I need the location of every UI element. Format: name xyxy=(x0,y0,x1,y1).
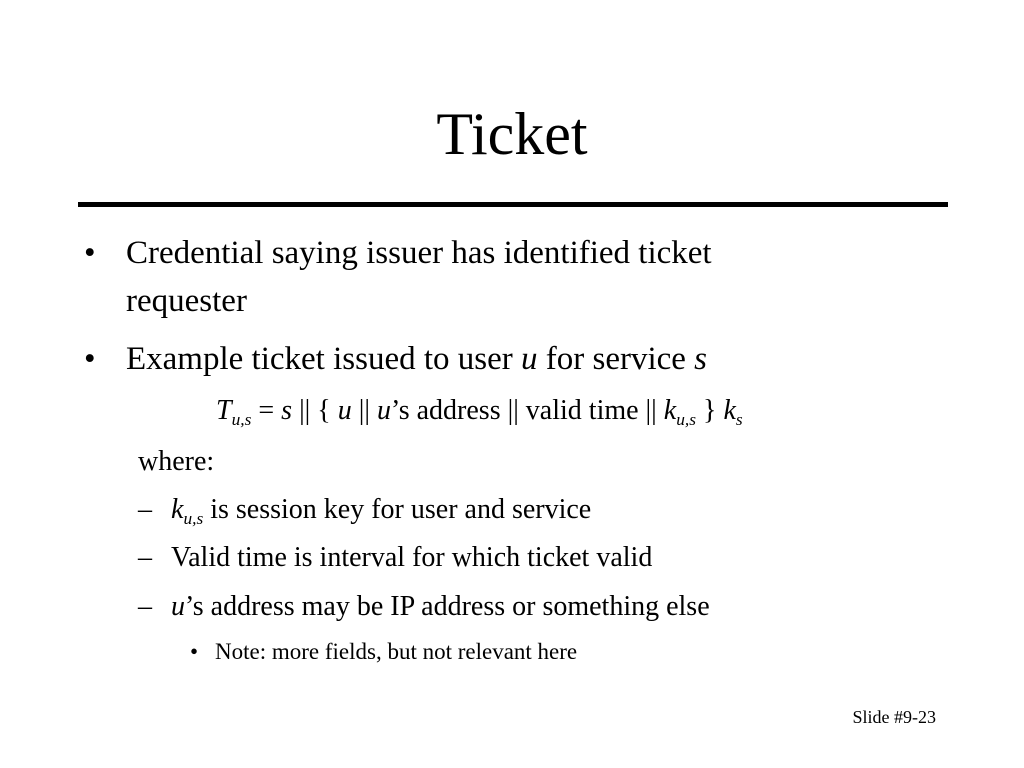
formula-k: k xyxy=(663,395,677,426)
slide-title: Ticket xyxy=(436,101,588,167)
sub-bullet-valid-time: Valid time is interval for which ticket valid xyxy=(171,542,653,573)
bullet2-lead: Example ticket issued to user xyxy=(126,341,513,377)
formula-op1: || { xyxy=(299,395,331,426)
dash-marker: – xyxy=(138,494,152,525)
sub1-text: is session key for user and service xyxy=(210,494,592,525)
sub-bullet-session-key xyxy=(171,493,591,527)
sub3-u: u xyxy=(171,591,185,622)
formula-u2: u xyxy=(376,395,391,426)
bullet2-mid: for service xyxy=(545,341,686,377)
formula-T-sub: u,s xyxy=(231,410,252,430)
ticket-formula xyxy=(216,394,743,428)
bullet2-text xyxy=(126,339,707,379)
dash-marker: – xyxy=(138,591,152,622)
bullet-marker: • xyxy=(190,639,199,664)
formula-k-sub: u,s xyxy=(676,410,696,430)
bullet1-line2: requester xyxy=(126,283,247,319)
note-text: Note: more fields, but not relevant here xyxy=(215,639,578,664)
sub1-k-sub: u,s xyxy=(183,509,204,529)
var-s: s xyxy=(694,341,708,377)
formula-close: } xyxy=(702,395,717,426)
bullet1-line1: Credential saying issuer has identified ticket xyxy=(126,235,712,271)
slide-number: Slide #9-23 xyxy=(852,707,936,727)
formula-eq: = xyxy=(258,395,275,426)
var-u: u xyxy=(521,341,538,377)
formula-k2-sub: s xyxy=(735,410,743,430)
formula-s: s xyxy=(281,395,293,426)
bullet-marker: • xyxy=(84,341,96,377)
title-divider xyxy=(78,202,948,207)
formula-op2: || xyxy=(358,395,370,426)
where-label: where: xyxy=(138,446,215,477)
bullet-marker: • xyxy=(84,235,96,271)
sub3-text: ’s address may be IP address or something else xyxy=(185,591,710,622)
formula-k2: k xyxy=(723,395,736,426)
dash-marker: – xyxy=(138,542,152,573)
formula-address: ’s address || valid time || xyxy=(390,395,657,426)
formula-T: T xyxy=(216,395,232,426)
formula-u1: u xyxy=(337,395,352,426)
sub-bullet-address xyxy=(171,590,710,624)
sub1-k: k xyxy=(171,494,184,525)
